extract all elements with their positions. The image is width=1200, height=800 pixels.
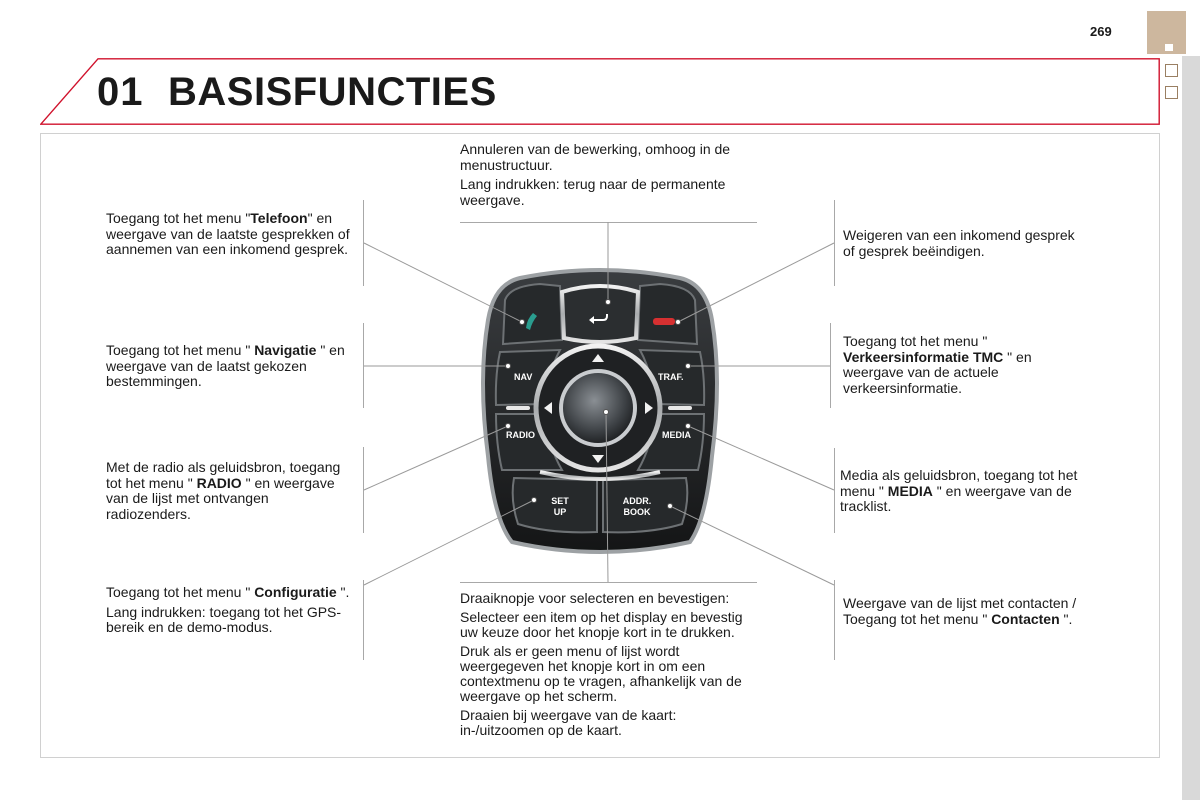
callout-traffic-a: Toegang tot het menu " — [843, 333, 988, 349]
callout-contacten-c: ". — [1059, 610, 1073, 627]
addr-book-label[interactable] — [620, 496, 654, 518]
callout-telefoon-c: " en weergave van de laatste gesprekken of aannemen van een inkomend gesprek. — [106, 210, 350, 257]
setup-label[interactable] — [550, 496, 570, 518]
callout-navigatie — [106, 343, 358, 390]
chapter-number: 01 — [97, 70, 144, 114]
callout-configuratie-p1 — [106, 585, 356, 601]
traf-label[interactable]: TRAF. — [658, 372, 684, 382]
rotary-knob — [561, 371, 635, 445]
callout-traffic-menu: Verkeersinformatie TMC — [843, 348, 1004, 365]
callout-traffic-c: " en weergave van de actuele verkeersinformatie. — [843, 348, 1032, 396]
callout-media-a: Media als geluidsbron, toegang tot het menu " — [840, 467, 1078, 499]
page-title: BASISFUNCTIES — [168, 70, 497, 114]
callout-traffic — [843, 334, 1079, 396]
callout-configuratie-menu: Configuratie — [254, 584, 337, 600]
media-label[interactable]: MEDIA — [662, 430, 691, 440]
callout-knob-p4: Draaien bij weergave van de kaart: in-/uitzoomen op de kaart. — [460, 707, 677, 738]
callout-telefoon-a: Toegang tot het menu " — [106, 210, 251, 226]
callout-radio-a: Met de radio als geluidsbron, toegang tot het menu " — [106, 459, 341, 491]
addr-label-line2: BOOK — [623, 507, 651, 517]
callout-contacten — [843, 596, 1087, 627]
traf-media-divider — [668, 406, 692, 410]
callout-radio — [106, 460, 356, 522]
callout-knob-p1: Draaiknopje voor selecteren en bevestigen: — [460, 590, 730, 606]
phone-hangup-icon — [653, 318, 675, 325]
callout-back — [460, 142, 760, 212]
callout-knob — [460, 591, 762, 742]
callout-media-c: " en weergave van de tracklist. — [840, 482, 1072, 514]
callout-contacten-menu: Contacten — [991, 610, 1060, 627]
callout-navigatie-menu: Navigatie — [254, 342, 317, 358]
callout-contacten-a: Weergave van de lijst met contacten / Toegang tot het menu " — [843, 595, 1077, 627]
setup-label-line1: SET — [551, 496, 569, 506]
callout-media-menu: MEDIA — [887, 482, 933, 499]
addr-label-line1: ADDR. — [622, 496, 652, 506]
callout-telefoon — [106, 211, 358, 258]
callout-telefoon-menu: Telefoon — [250, 210, 308, 226]
callout-back-p2: Lang indrukken: terug naar de permanente weergave. — [460, 176, 726, 208]
phone-hangup-button — [638, 284, 697, 344]
callout-navigatie-a: Toegang tot het menu " — [106, 342, 255, 358]
callout-radio-menu: RADIO — [196, 474, 242, 491]
callout-media — [840, 468, 1080, 515]
callout-back-p1: Annuleren van de bewerking, omhoog in de menustructuur. — [460, 141, 731, 173]
callout-configuratie-a: Toegang tot het menu " — [106, 584, 255, 600]
nav-label[interactable]: NAV — [514, 372, 533, 382]
callout-configuratie — [106, 585, 356, 640]
callout-navigatie-c: " en weergave van de laatst gekozen bestemmingen. — [106, 342, 345, 389]
callout-radio-c: " en weergave van de lijst met ontvangen radiozenders. — [106, 474, 335, 522]
radio-label[interactable]: RADIO — [506, 430, 535, 440]
callout-hangup — [843, 228, 1079, 259]
callout-knob-p3: Druk als er geen menu of lijst wordt weergegeven het knopje kort in om een contextmenu op te vragen, afhankelijk van de weergave op het scherm. — [460, 643, 742, 704]
callout-knob-p2: Selecteer een item op het display en bevestig uw keuze door het knopje kort in te drukken. — [460, 609, 743, 640]
setup-label-line2: UP — [553, 507, 567, 517]
callout-hangup-text: Weigeren van een inkomend gesprek of gesprek beëindigen. — [843, 227, 1075, 259]
callout-configuratie-p2: Lang indrukken: toegang tot het GPS-bereik en de demo-modus. — [106, 603, 342, 635]
page-number: 269 — [1090, 24, 1112, 39]
callout-configuratie-c: ". — [336, 584, 350, 600]
nav-radio-divider — [506, 406, 530, 410]
back-button — [562, 286, 638, 342]
